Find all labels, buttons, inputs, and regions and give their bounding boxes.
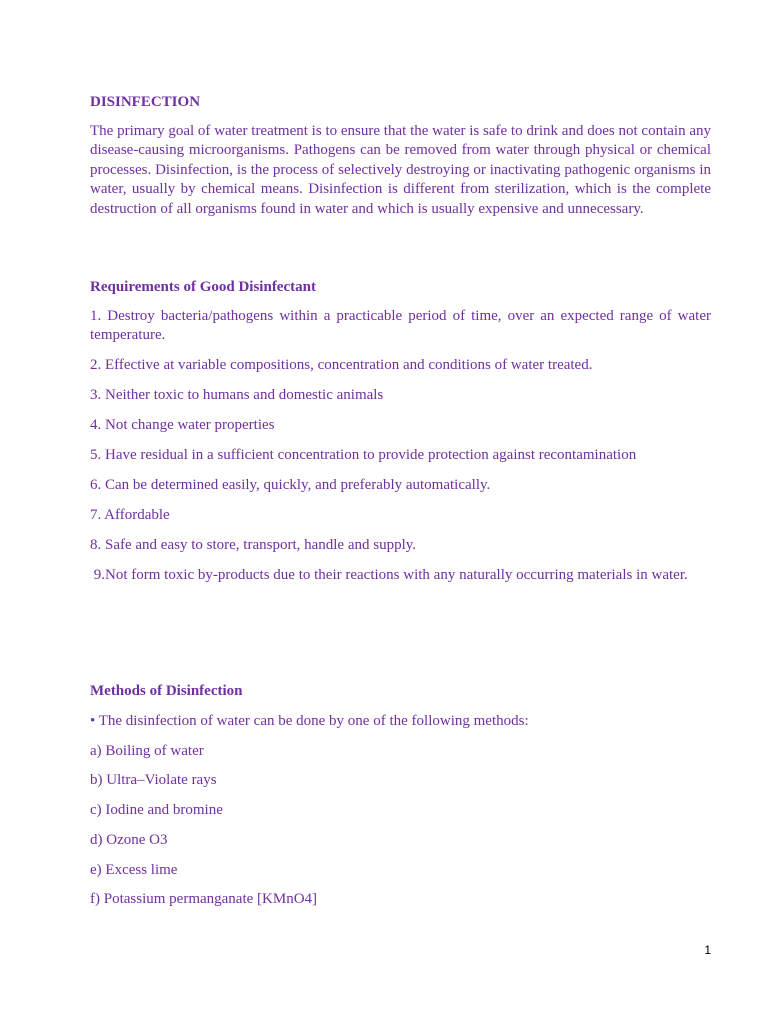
requirement-item: 9.Not form toxic by-products due to their reactions with any naturally occurring materials in water. — [90, 566, 688, 583]
requirement-item: 5. Have residual in a sufficient concentration to provide protection against recontamination — [90, 447, 637, 464]
section-heading-requirements: Requirements of Good Disinfectant — [90, 279, 316, 295]
method-item: e) Excess lime — [90, 861, 178, 878]
requirement-item: 7. Affordable — [90, 506, 170, 523]
requirements-section — [90, 277, 711, 596]
disinfection-paragraph: The primary goal of water treatment is to ensure that the water is safe to drink and does not contain any disease-causing microorganisms. Pathogens can be removed from water through physical or chemical processes. Disinfection, is the process of selectively destroying or inactivating pathogenic organisms in water, usually by chemical means. Disinfection is different from sterilization, which is the complete destruction of all organisms found in water and which is usually expensive and unnecessary. — [90, 123, 711, 217]
disinfection-section — [90, 92, 711, 219]
method-item: f) Potassium permanganate [KMnO4] — [90, 891, 318, 908]
methods-section — [90, 681, 711, 920]
requirement-item: 4. Not change water properties — [90, 417, 275, 434]
method-item: c) Iodine and bromine — [90, 802, 223, 819]
method-item: b) Ultra–Violate rays — [90, 772, 217, 789]
requirement-item: 2. Effective at variable compositions, concentration and conditions of water treated. — [90, 357, 593, 374]
methods-intro: • The disinfection of water can be done by one of the following methods: — [90, 713, 529, 729]
requirement-item: 1. Destroy bacteria/pathogens within a practicable period of time, over an expected range of water temperature. — [90, 308, 711, 344]
requirement-item: 3. Neither toxic to humans and domestic animals — [90, 387, 384, 404]
requirement-item: 8. Safe and easy to store, transport, handle and supply. — [90, 536, 417, 553]
method-item: d) Ozone O3 — [90, 831, 168, 848]
page-number: 1 — [704, 943, 711, 957]
method-item: a) Boiling of water — [90, 742, 204, 759]
section-heading-methods: Methods of Disinfection — [90, 683, 243, 699]
section-heading-disinfection: DISINFECTION — [90, 94, 201, 110]
requirement-item: 6. Can be determined easily, quickly, and preferably automatically. — [90, 476, 491, 493]
